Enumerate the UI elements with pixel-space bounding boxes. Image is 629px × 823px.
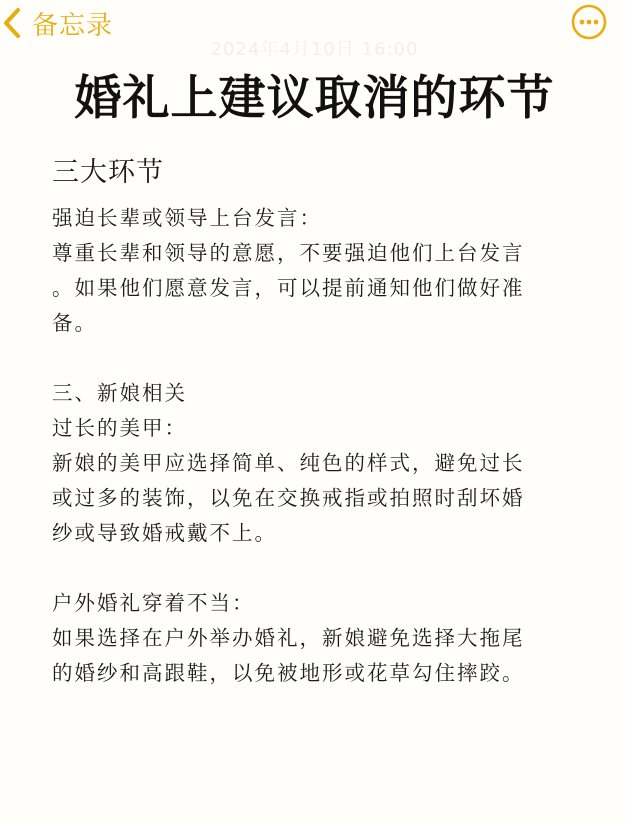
note-line: 新娘的美甲应选择简单、纯色的样式，避免过长 [52,451,525,475]
back-label: 备忘录 [32,10,114,41]
note-line: 如果选择在户外举办婚礼，新娘避免选择大拖尾 [52,626,525,650]
note-line: 三、新娘相关 [52,381,187,405]
note-title[interactable]: 婚礼上建议取消的环节 [74,71,555,126]
note-line: 过长的美甲： [52,416,187,440]
note-line: 。如果他们愿意发言，可以提前通知他们做好准 [52,276,525,300]
note-line: 尊重长辈和领导的意愿，不要强迫他们上台发言 [52,241,525,265]
paragraph-gap [52,341,582,376]
note-body[interactable] [52,152,582,691]
note-line: 强迫长辈或领导上台发言： [52,206,322,230]
paragraph-gap [52,551,582,586]
note-line: 的婚纱和高跟鞋，以免被地形或花草勾住摔跤。 [52,661,525,685]
note-timestamp: 2024年4月10日 16:00 [210,39,419,60]
section-heading: 三大环节 [52,157,164,188]
note-line: 纱或导致婚戒戴不上。 [52,521,277,545]
note-line: 备。 [52,311,97,335]
note-line: 户外婚礼穿着不当： [52,591,255,615]
note-line: 或过多的装饰，以免在交换戒指或拍照时刮坏婚 [52,486,525,510]
